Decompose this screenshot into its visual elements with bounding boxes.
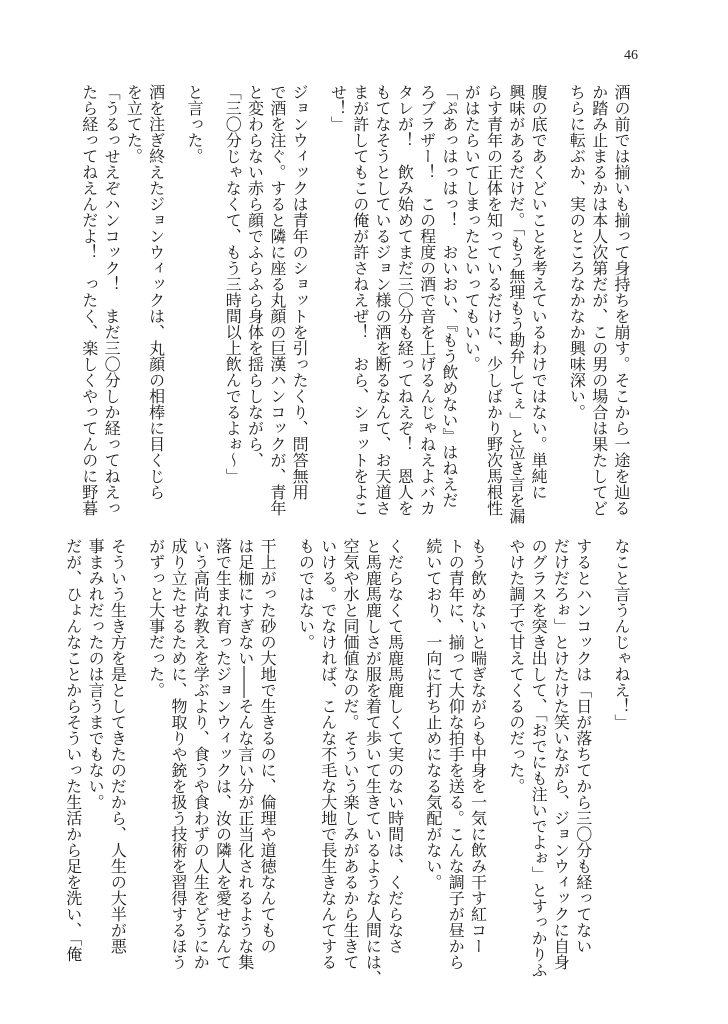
text-column: か踏み止まるかは本人次第だが、この男の場合は果たしてど bbox=[589, 84, 609, 516]
text-column: 酒を注ぎ終えたジョンウィックは、丸顔の相棒に目くじら bbox=[146, 84, 166, 500]
text-column: ちらに転ぶか、実のところなかなか興味深い。 bbox=[567, 84, 587, 420]
text-column: 事まみれだったのは言うまでもない。 bbox=[86, 538, 106, 810]
text-column: 干上がった砂の大地で生きるのに、倫理や道徳なんてもの bbox=[258, 538, 278, 954]
text-column: するとハンコックは「日が落ちてから三〇分も経ってない bbox=[573, 538, 593, 954]
text-column: らす青年の正体を知っているだけに、少しばかり野次馬根性 bbox=[484, 84, 504, 516]
text-column: 成り立たせるために、物取りや銃を扱う技術を習得するほう bbox=[168, 538, 188, 970]
text-column: ジョンウィックは青年のショットを引ったくり、問答無用 bbox=[290, 84, 310, 500]
text-column: 「三〇分じゃなくて、もう三時間以上飲んでるよぉ～」 bbox=[223, 84, 243, 484]
text-column: と馬鹿馬鹿しさが服を着て歩いて生きているような人間には、 bbox=[363, 538, 383, 986]
text-column: やけた調子で甘えてくるのだった。 bbox=[506, 538, 526, 794]
text-column: ものではない。 bbox=[296, 538, 316, 650]
text-column: だけだろぉ」とけたけた笑いながら、ジョンウィックに自身 bbox=[551, 538, 571, 970]
text-column: 続いており、一向に打ち止めになる気配がない。 bbox=[423, 538, 443, 890]
text-column: は足枷にすぎない――そんな言い分が正当化されるような集 bbox=[235, 538, 255, 970]
text-column: ろブラザー！ この程度の酒で音を上げるんじゃねえよバカ bbox=[417, 84, 437, 516]
text-column: だが、ひょんなことからそういった生活から足を洗い、「俺 bbox=[63, 538, 83, 962]
text-column: タレが！ 飲み始めてまだ三〇分も経ってねえぞ！ 恩人を bbox=[395, 84, 415, 516]
text-column: 「うるっせえぞハンコック！ まだ三〇分しか経ってねえっ bbox=[102, 84, 122, 516]
text-column: くだらなくて馬鹿馬鹿しくて実のない時間は、くだらなさ bbox=[385, 538, 405, 954]
text-column: 空気や水と同価値なのだ。そういう楽しみがあるから生きて bbox=[341, 538, 361, 970]
text-column: いける。でなければ、こんな不毛な大地で長生きなんてする bbox=[318, 538, 338, 970]
text-column: のグラスを突き出して、「おでにも注いでよぉ」とすっかりふ bbox=[529, 538, 549, 978]
text-column: もう飲めないと喘ぎながらも中身を一気に飲み干す紅コー bbox=[468, 538, 488, 954]
lower-text-block bbox=[61, 538, 632, 986]
text-column: まが許してもこの俺が許さねえぜ！ おら、ショットをよこ bbox=[350, 84, 370, 516]
text-column: がはたらいてしまったといってもいい。 bbox=[462, 84, 482, 372]
text-column: 興味があるだけだ。「もう無理もう勘弁してぇ」と泣き言を漏 bbox=[506, 84, 526, 524]
text-column: を立てた。 bbox=[124, 84, 144, 164]
text-column: 酒の前では揃いも揃って身持ちを崩す。そこから一途を辿る bbox=[612, 84, 631, 516]
text-column: いう高尚な教えを学ぶより、食うや食わずの人生をどうにか bbox=[191, 538, 211, 970]
text-column: と言った。 bbox=[184, 84, 204, 164]
text-column: がずっと大事だった。 bbox=[146, 538, 166, 698]
text-column: で酒を注ぐ。すると隣に座る丸顔の巨漢ハンコックが、青年 bbox=[267, 84, 287, 516]
upper-text-block bbox=[77, 84, 632, 524]
text-column: 腹の底であくどいことを考えているわけではない。単純に bbox=[529, 84, 549, 500]
text-column: と変わらない赤ら顔でふらふら身体を揺らしながら、 bbox=[245, 84, 265, 468]
text-column: もてなそうとしているジョン様の酒を断るなんて、お天道さ bbox=[373, 84, 393, 516]
text-column: せ！」 bbox=[328, 84, 348, 132]
text-column: トの青年に、揃って大仰な拍手を送る。こんな調子が昼から bbox=[446, 538, 466, 970]
page-number: 46 bbox=[624, 48, 638, 63]
text-column: 「ぷあっはっはっ！ おいおい、『もう飲めない』はねえだ bbox=[439, 84, 459, 508]
text-column: そういう生き方を是としてきたのだから、人生の大半が悪 bbox=[108, 538, 128, 954]
text-column: たら経ってねえんだよ！ ったく、楽しくやってんのに野暮 bbox=[79, 84, 99, 516]
text-column: 落で生まれ育ったジョンウィックは、汝の隣人を愛せなんて bbox=[213, 538, 233, 970]
text-column: なこと言うんじゃねえ！」 bbox=[612, 538, 631, 730]
